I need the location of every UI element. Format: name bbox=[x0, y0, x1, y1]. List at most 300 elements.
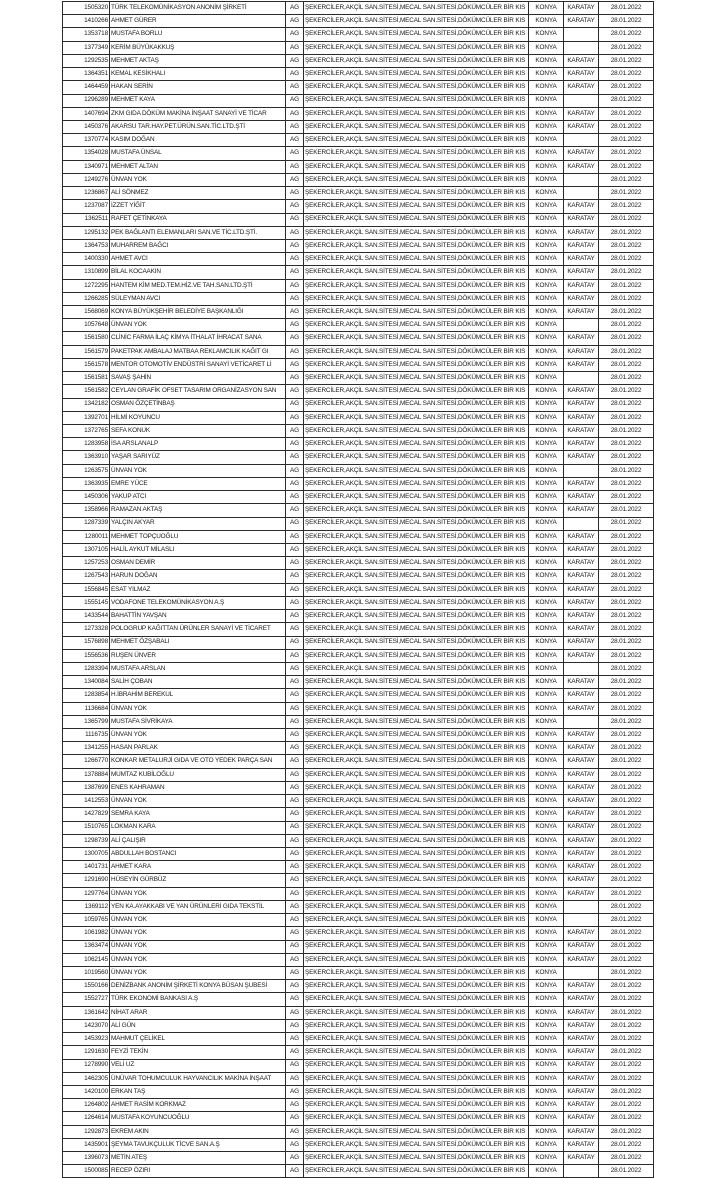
cell-name[interactable]: MEHMET AKTAŞ bbox=[110, 54, 286, 67]
cell-city[interactable]: KONYA bbox=[529, 1112, 564, 1125]
cell-district[interactable]: KARATAY bbox=[564, 1046, 599, 1059]
table-row[interactable] bbox=[63, 54, 654, 67]
cell-city[interactable]: KONYA bbox=[529, 226, 564, 239]
cell-type[interactable]: AG bbox=[286, 900, 304, 913]
cell-id[interactable]: 1450306 bbox=[63, 491, 110, 504]
cell-date[interactable]: 28.01.2022 bbox=[599, 1165, 654, 1178]
cell-address[interactable]: ŞEKERCİLER,AKÇİL SAN.SİTESİ,MECAL SAN.SİTESİ,DÖKÜMCÜLER BİR KIS bbox=[304, 239, 529, 252]
cell-id[interactable]: 1365799 bbox=[63, 715, 110, 728]
cell-type[interactable]: AG bbox=[286, 1138, 304, 1151]
cell-name[interactable]: AHMET KARA bbox=[110, 861, 286, 874]
cell-type[interactable]: AG bbox=[286, 28, 304, 41]
cell-name[interactable]: HÜSEYİN GÜRBÜZ bbox=[110, 874, 286, 887]
cell-id[interactable]: 1297764 bbox=[63, 887, 110, 900]
cell-type[interactable]: AG bbox=[286, 332, 304, 345]
cell-city[interactable]: KONYA bbox=[529, 411, 564, 424]
cell-name[interactable]: AHMET RASİM KORKMAZ bbox=[110, 1099, 286, 1112]
cell-name[interactable]: MEHMET ALTAN bbox=[110, 160, 286, 173]
cell-address[interactable]: ŞEKERCİLER,AKÇİL SAN.SİTESİ,MECAL SAN.SİTESİ,DÖKÜMCÜLER BİR KIS bbox=[304, 41, 529, 54]
cell-type[interactable]: AG bbox=[286, 887, 304, 900]
cell-address[interactable]: ŞEKERCİLER,AKÇİL SAN.SİTESİ,MECAL SAN.SİTESİ,DÖKÜMCÜLER BİR KIS bbox=[304, 676, 529, 689]
cell-address[interactable]: ŞEKERCİLER,AKÇİL SAN.SİTESİ,MECAL SAN.SİTESİ,DÖKÜMCÜLER BİR KIS bbox=[304, 2, 529, 15]
cell-type[interactable]: AG bbox=[286, 702, 304, 715]
cell-name[interactable]: ÜNÜVAR TOHUMCULUK HAYVANCILIK MAKİNA İNŞAAT bbox=[110, 1072, 286, 1085]
table-row[interactable] bbox=[63, 887, 654, 900]
cell-district[interactable] bbox=[564, 28, 599, 41]
cell-type[interactable]: AG bbox=[286, 464, 304, 477]
cell-name[interactable]: SAVAŞ ŞAHİN bbox=[110, 372, 286, 385]
cell-address[interactable]: ŞEKERCİLER,AKÇİL SAN.SİTESİ,MECAL SAN.SİTESİ,DÖKÜMCÜLER BİR KIS bbox=[304, 68, 529, 81]
cell-id[interactable]: 1353718 bbox=[63, 28, 110, 41]
cell-name[interactable]: ÜNVAN YOK bbox=[110, 966, 286, 979]
cell-city[interactable]: KONYA bbox=[529, 848, 564, 861]
cell-date[interactable]: 28.01.2022 bbox=[599, 134, 654, 147]
cell-district[interactable]: KARATAY bbox=[564, 1152, 599, 1165]
cell-city[interactable]: KONYA bbox=[529, 755, 564, 768]
cell-city[interactable]: KONYA bbox=[529, 834, 564, 847]
cell-id[interactable]: 1287339 bbox=[63, 517, 110, 530]
cell-id[interactable]: 1264802 bbox=[63, 1099, 110, 1112]
cell-address[interactable]: ŞEKERCİLER,AKÇİL SAN.SİTESİ,MECAL SAN.SİTESİ,DÖKÜMCÜLER BİR KIS bbox=[304, 94, 529, 107]
cell-date[interactable]: 28.01.2022 bbox=[599, 28, 654, 41]
cell-id[interactable]: 1249276 bbox=[63, 173, 110, 186]
cell-date[interactable]: 28.01.2022 bbox=[599, 1138, 654, 1151]
cell-id[interactable]: 1116735 bbox=[63, 729, 110, 742]
cell-id[interactable]: 1236867 bbox=[63, 187, 110, 200]
table-row[interactable] bbox=[63, 319, 654, 332]
cell-id[interactable]: 1283958 bbox=[63, 438, 110, 451]
cell-name[interactable]: KONYA BÜYÜKŞEHİR BELEDİYE BAŞKANLIĞI bbox=[110, 306, 286, 319]
cell-id[interactable]: 1561578 bbox=[63, 358, 110, 371]
cell-district[interactable]: KARATAY bbox=[564, 160, 599, 173]
cell-id[interactable]: 1561581 bbox=[63, 372, 110, 385]
cell-id[interactable]: 1555145 bbox=[63, 596, 110, 609]
cell-id[interactable]: 1266770 bbox=[63, 755, 110, 768]
cell-city[interactable]: KONYA bbox=[529, 781, 564, 794]
cell-city[interactable]: KONYA bbox=[529, 213, 564, 226]
cell-address[interactable]: ŞEKERCİLER,AKÇİL SAN.SİTESİ,MECAL SAN.SİTESİ,DÖKÜMCÜLER BİR KIS bbox=[304, 187, 529, 200]
cell-date[interactable]: 28.01.2022 bbox=[599, 742, 654, 755]
cell-city[interactable]: KONYA bbox=[529, 702, 564, 715]
cell-type[interactable]: AG bbox=[286, 187, 304, 200]
table-row[interactable] bbox=[63, 1033, 654, 1046]
cell-district[interactable] bbox=[564, 173, 599, 186]
table-row[interactable] bbox=[63, 1138, 654, 1151]
cell-city[interactable]: KONYA bbox=[529, 874, 564, 887]
cell-name[interactable]: ÜNVAN YOK bbox=[110, 940, 286, 953]
cell-name[interactable]: OSMAN ÖZÇETİNBAŞ bbox=[110, 398, 286, 411]
cell-type[interactable]: AG bbox=[286, 68, 304, 81]
table-row[interactable] bbox=[63, 1125, 654, 1138]
cell-district[interactable]: KARATAY bbox=[564, 358, 599, 371]
cell-type[interactable]: AG bbox=[286, 927, 304, 940]
cell-city[interactable]: KONYA bbox=[529, 808, 564, 821]
cell-id[interactable]: 1310899 bbox=[63, 266, 110, 279]
cell-name[interactable]: PEK BAĞLANTI ELEMANLARI SAN.VE TİC.LTD.ŞTİ. bbox=[110, 226, 286, 239]
cell-date[interactable]: 28.01.2022 bbox=[599, 2, 654, 15]
table-row[interactable] bbox=[63, 662, 654, 675]
cell-name[interactable]: HARUN DOĞAN bbox=[110, 570, 286, 583]
cell-district[interactable]: KARATAY bbox=[564, 54, 599, 67]
cell-type[interactable]: AG bbox=[286, 583, 304, 596]
cell-id[interactable]: 1464459 bbox=[63, 81, 110, 94]
cell-date[interactable]: 28.01.2022 bbox=[599, 530, 654, 543]
table-row[interactable] bbox=[63, 557, 654, 570]
cell-city[interactable]: KONYA bbox=[529, 742, 564, 755]
cell-district[interactable]: KARATAY bbox=[564, 2, 599, 15]
cell-date[interactable]: 28.01.2022 bbox=[599, 623, 654, 636]
table-row[interactable] bbox=[63, 583, 654, 596]
cell-name[interactable]: MUSTAFA KOYUNCUOĞLU bbox=[110, 1112, 286, 1125]
cell-id[interactable]: 1556845 bbox=[63, 583, 110, 596]
cell-city[interactable]: KONYA bbox=[529, 266, 564, 279]
table-row[interactable] bbox=[63, 28, 654, 41]
cell-id[interactable]: 1307105 bbox=[63, 543, 110, 556]
cell-date[interactable]: 28.01.2022 bbox=[599, 702, 654, 715]
table-row[interactable] bbox=[63, 821, 654, 834]
cell-address[interactable]: ŞEKERCİLER,AKÇİL SAN.SİTESİ,MECAL SAN.SİTESİ,DÖKÜMCÜLER BİR KIS bbox=[304, 147, 529, 160]
cell-city[interactable]: KONYA bbox=[529, 279, 564, 292]
cell-city[interactable]: KONYA bbox=[529, 187, 564, 200]
table-row[interactable] bbox=[63, 623, 654, 636]
cell-address[interactable]: ŞEKERCİLER,AKÇİL SAN.SİTESİ,MECAL SAN.SİTESİ,DÖKÜMCÜLER BİR KIS bbox=[304, 517, 529, 530]
table-row[interactable] bbox=[63, 200, 654, 213]
cell-city[interactable]: KONYA bbox=[529, 729, 564, 742]
table-row[interactable] bbox=[63, 1099, 654, 1112]
cell-type[interactable]: AG bbox=[286, 107, 304, 120]
table-row[interactable] bbox=[63, 543, 654, 556]
cell-address[interactable]: ŞEKERCİLER,AKÇİL SAN.SİTESİ,MECAL SAN.SİTESİ,DÖKÜMCÜLER BİR KIS bbox=[304, 649, 529, 662]
cell-date[interactable]: 28.01.2022 bbox=[599, 662, 654, 675]
cell-address[interactable]: ŞEKERCİLER,AKÇİL SAN.SİTESİ,MECAL SAN.SİTESİ,DÖKÜMCÜLER BİR KIS bbox=[304, 940, 529, 953]
cell-id[interactable]: 1420100 bbox=[63, 1085, 110, 1098]
cell-date[interactable]: 28.01.2022 bbox=[599, 755, 654, 768]
cell-address[interactable]: ŞEKERCİLER,AKÇİL SAN.SİTESİ,MECAL SAN.SİTESİ,DÖKÜMCÜLER BİR KIS bbox=[304, 319, 529, 332]
cell-id[interactable]: 1433544 bbox=[63, 610, 110, 623]
cell-id[interactable]: 1263575 bbox=[63, 464, 110, 477]
cell-type[interactable]: AG bbox=[286, 1006, 304, 1019]
cell-name[interactable]: ZKM GIDA DÖKÜM MAKİNA İNŞAAT SANAYİ VE TİCAR bbox=[110, 107, 286, 120]
cell-name[interactable]: ESAT YILMAZ bbox=[110, 583, 286, 596]
cell-city[interactable]: KONYA bbox=[529, 464, 564, 477]
cell-type[interactable]: AG bbox=[286, 570, 304, 583]
table-row[interactable] bbox=[63, 729, 654, 742]
cell-id[interactable]: 1401731 bbox=[63, 861, 110, 874]
cell-name[interactable]: CLİNİC FARMA İLAÇ KİMYA İTHALAT İHRACAT SANA bbox=[110, 332, 286, 345]
cell-type[interactable]: AG bbox=[286, 1165, 304, 1178]
cell-type[interactable]: AG bbox=[286, 253, 304, 266]
cell-address[interactable]: ŞEKERCİLER,AKÇİL SAN.SİTESİ,MECAL SAN.SİTESİ,DÖKÜMCÜLER BİR KIS bbox=[304, 1072, 529, 1085]
cell-address[interactable]: ŞEKERCİLER,AKÇİL SAN.SİTESİ,MECAL SAN.SİTESİ,DÖKÜMCÜLER BİR KIS bbox=[304, 927, 529, 940]
cell-date[interactable]: 28.01.2022 bbox=[599, 187, 654, 200]
cell-type[interactable]: AG bbox=[286, 821, 304, 834]
cell-date[interactable]: 28.01.2022 bbox=[599, 543, 654, 556]
cell-name[interactable]: ERKAN TAŞ bbox=[110, 1085, 286, 1098]
table-row[interactable] bbox=[63, 900, 654, 913]
cell-type[interactable]: AG bbox=[286, 1099, 304, 1112]
cell-date[interactable]: 28.01.2022 bbox=[599, 729, 654, 742]
cell-type[interactable]: AG bbox=[286, 279, 304, 292]
cell-type[interactable]: AG bbox=[286, 1085, 304, 1098]
cell-name[interactable]: HAKAN SERİN bbox=[110, 81, 286, 94]
cell-city[interactable]: KONYA bbox=[529, 160, 564, 173]
cell-type[interactable]: AG bbox=[286, 1125, 304, 1138]
cell-district[interactable]: KARATAY bbox=[564, 649, 599, 662]
cell-date[interactable]: 28.01.2022 bbox=[599, 914, 654, 927]
cell-district[interactable] bbox=[564, 914, 599, 927]
table-row[interactable] bbox=[63, 914, 654, 927]
cell-date[interactable]: 28.01.2022 bbox=[599, 239, 654, 252]
cell-date[interactable]: 28.01.2022 bbox=[599, 1059, 654, 1072]
cell-city[interactable]: KONYA bbox=[529, 451, 564, 464]
cell-address[interactable]: ŞEKERCİLER,AKÇİL SAN.SİTESİ,MECAL SAN.SİTESİ,DÖKÜMCÜLER BİR KIS bbox=[304, 861, 529, 874]
cell-address[interactable]: ŞEKERCİLER,AKÇİL SAN.SİTESİ,MECAL SAN.SİTESİ,DÖKÜMCÜLER BİR KIS bbox=[304, 1033, 529, 1046]
cell-id[interactable]: 1423070 bbox=[63, 1019, 110, 1032]
table-row[interactable] bbox=[63, 279, 654, 292]
cell-address[interactable]: ŞEKERCİLER,AKÇİL SAN.SİTESİ,MECAL SAN.SİTESİ,DÖKÜMCÜLER BİR KIS bbox=[304, 570, 529, 583]
cell-city[interactable]: KONYA bbox=[529, 1099, 564, 1112]
cell-district[interactable]: KARATAY bbox=[564, 808, 599, 821]
cell-district[interactable]: KARATAY bbox=[564, 768, 599, 781]
table-row[interactable] bbox=[63, 107, 654, 120]
cell-city[interactable]: KONYA bbox=[529, 662, 564, 675]
cell-name[interactable]: ÜNVAN YOK bbox=[110, 729, 286, 742]
table-row[interactable] bbox=[63, 134, 654, 147]
cell-district[interactable] bbox=[564, 662, 599, 675]
cell-name[interactable]: FEYZİ TEKİN bbox=[110, 1046, 286, 1059]
cell-id[interactable]: 1061982 bbox=[63, 927, 110, 940]
table-row[interactable] bbox=[63, 848, 654, 861]
table-row[interactable] bbox=[63, 451, 654, 464]
cell-district[interactable]: KARATAY bbox=[564, 610, 599, 623]
table-row[interactable] bbox=[63, 636, 654, 649]
cell-id[interactable]: 1505320 bbox=[63, 2, 110, 15]
cell-type[interactable]: AG bbox=[286, 385, 304, 398]
cell-district[interactable]: KARATAY bbox=[564, 953, 599, 966]
cell-district[interactable] bbox=[564, 319, 599, 332]
table-row[interactable] bbox=[63, 120, 654, 133]
cell-date[interactable]: 28.01.2022 bbox=[599, 173, 654, 186]
cell-date[interactable]: 28.01.2022 bbox=[599, 596, 654, 609]
cell-type[interactable]: AG bbox=[286, 808, 304, 821]
cell-address[interactable]: ŞEKERCİLER,AKÇİL SAN.SİTESİ,MECAL SAN.SİTESİ,DÖKÜMCÜLER BİR KIS bbox=[304, 81, 529, 94]
cell-district[interactable]: KARATAY bbox=[564, 385, 599, 398]
cell-district[interactable]: KARATAY bbox=[564, 306, 599, 319]
table-row[interactable] bbox=[63, 491, 654, 504]
cell-address[interactable]: ŞEKERCİLER,AKÇİL SAN.SİTESİ,MECAL SAN.SİTESİ,DÖKÜMCÜLER BİR KIS bbox=[304, 795, 529, 808]
cell-district[interactable]: KARATAY bbox=[564, 742, 599, 755]
cell-address[interactable]: ŞEKERCİLER,AKÇİL SAN.SİTESİ,MECAL SAN.SİTESİ,DÖKÜMCÜLER BİR KIS bbox=[304, 292, 529, 305]
cell-address[interactable]: ŞEKERCİLER,AKÇİL SAN.SİTESİ,MECAL SAN.SİTESİ,DÖKÜMCÜLER BİR KIS bbox=[304, 504, 529, 517]
cell-date[interactable]: 28.01.2022 bbox=[599, 464, 654, 477]
cell-name[interactable]: AKARSU TAR.HAY.PET.ÜRÜN.SAN.TİC.LTD.ŞTİ bbox=[110, 120, 286, 133]
cell-id[interactable]: 1362511 bbox=[63, 213, 110, 226]
cell-name[interactable]: HASAN PARLAK bbox=[110, 742, 286, 755]
table-row[interactable] bbox=[63, 781, 654, 794]
cell-type[interactable]: AG bbox=[286, 504, 304, 517]
cell-date[interactable]: 28.01.2022 bbox=[599, 583, 654, 596]
cell-id[interactable]: 1462305 bbox=[63, 1072, 110, 1085]
cell-address[interactable]: ŞEKERCİLER,AKÇİL SAN.SİTESİ,MECAL SAN.SİTESİ,DÖKÜMCÜLER BİR KIS bbox=[304, 808, 529, 821]
cell-district[interactable]: KARATAY bbox=[564, 1059, 599, 1072]
cell-date[interactable]: 28.01.2022 bbox=[599, 68, 654, 81]
table-row[interactable] bbox=[63, 438, 654, 451]
cell-type[interactable]: AG bbox=[286, 358, 304, 371]
cell-district[interactable]: KARATAY bbox=[564, 821, 599, 834]
cell-address[interactable]: ŞEKERCİLER,AKÇİL SAN.SİTESİ,MECAL SAN.SİTESİ,DÖKÜMCÜLER BİR KIS bbox=[304, 1099, 529, 1112]
cell-district[interactable] bbox=[564, 715, 599, 728]
cell-type[interactable]: AG bbox=[286, 1112, 304, 1125]
cell-id[interactable]: 1361642 bbox=[63, 1006, 110, 1019]
table-row[interactable] bbox=[63, 755, 654, 768]
cell-type[interactable]: AG bbox=[286, 729, 304, 742]
cell-city[interactable]: KONYA bbox=[529, 253, 564, 266]
cell-id[interactable]: 1372765 bbox=[63, 425, 110, 438]
cell-id[interactable]: 1435901 bbox=[63, 1138, 110, 1151]
cell-city[interactable]: KONYA bbox=[529, 966, 564, 979]
cell-address[interactable]: ŞEKERCİLER,AKÇİL SAN.SİTESİ,MECAL SAN.SİTESİ,DÖKÜMCÜLER BİR KIS bbox=[304, 715, 529, 728]
cell-date[interactable]: 28.01.2022 bbox=[599, 41, 654, 54]
cell-date[interactable]: 28.01.2022 bbox=[599, 411, 654, 424]
cell-type[interactable]: AG bbox=[286, 372, 304, 385]
cell-id[interactable]: 1450376 bbox=[63, 120, 110, 133]
cell-date[interactable]: 28.01.2022 bbox=[599, 848, 654, 861]
cell-id[interactable]: 1568069 bbox=[63, 306, 110, 319]
cell-name[interactable]: VODAFONE TELEKOMÜNİKASYON A.Ş bbox=[110, 596, 286, 609]
cell-city[interactable]: KONYA bbox=[529, 596, 564, 609]
cell-district[interactable]: KARATAY bbox=[564, 81, 599, 94]
cell-address[interactable]: ŞEKERCİLER,AKÇİL SAN.SİTESİ,MECAL SAN.SİTESİ,DÖKÜMCÜLER BİR KIS bbox=[304, 596, 529, 609]
cell-district[interactable]: KARATAY bbox=[564, 425, 599, 438]
cell-address[interactable]: ŞEKERCİLER,AKÇİL SAN.SİTESİ,MECAL SAN.SİTESİ,DÖKÜMCÜLER BİR KIS bbox=[304, 662, 529, 675]
cell-district[interactable]: KARATAY bbox=[564, 583, 599, 596]
cell-district[interactable]: KARATAY bbox=[564, 927, 599, 940]
cell-city[interactable]: KONYA bbox=[529, 1152, 564, 1165]
cell-address[interactable]: ŞEKERCİLER,AKÇİL SAN.SİTESİ,MECAL SAN.SİTESİ,DÖKÜMCÜLER BİR KIS bbox=[304, 702, 529, 715]
cell-city[interactable]: KONYA bbox=[529, 1059, 564, 1072]
table-row[interactable] bbox=[63, 464, 654, 477]
cell-name[interactable]: MUSTAFA ARSLAN bbox=[110, 662, 286, 675]
cell-district[interactable]: KARATAY bbox=[564, 543, 599, 556]
cell-city[interactable]: KONYA bbox=[529, 147, 564, 160]
table-row[interactable] bbox=[63, 808, 654, 821]
cell-type[interactable]: AG bbox=[286, 491, 304, 504]
cell-id[interactable]: 1340971 bbox=[63, 160, 110, 173]
cell-date[interactable]: 28.01.2022 bbox=[599, 266, 654, 279]
table-row[interactable] bbox=[63, 345, 654, 358]
cell-date[interactable]: 28.01.2022 bbox=[599, 213, 654, 226]
cell-date[interactable]: 28.01.2022 bbox=[599, 54, 654, 67]
cell-district[interactable]: KARATAY bbox=[564, 834, 599, 847]
cell-city[interactable]: KONYA bbox=[529, 993, 564, 1006]
cell-district[interactable]: KARATAY bbox=[564, 239, 599, 252]
table-row[interactable] bbox=[63, 517, 654, 530]
cell-type[interactable]: AG bbox=[286, 834, 304, 847]
cell-district[interactable]: KARATAY bbox=[564, 491, 599, 504]
cell-city[interactable]: KONYA bbox=[529, 927, 564, 940]
cell-city[interactable]: KONYA bbox=[529, 107, 564, 120]
cell-city[interactable]: KONYA bbox=[529, 200, 564, 213]
cell-type[interactable]: AG bbox=[286, 1059, 304, 1072]
table-row[interactable] bbox=[63, 226, 654, 239]
cell-name[interactable]: ALİ GÜN bbox=[110, 1019, 286, 1032]
cell-name[interactable]: PAKETPAK AMBALAJ MATBAA REKLAMCILIK KAĞIT GI bbox=[110, 345, 286, 358]
cell-name[interactable]: EMRE YÜCE bbox=[110, 477, 286, 490]
cell-id[interactable]: 1300705 bbox=[63, 848, 110, 861]
cell-name[interactable]: YALÇIN AKYAR bbox=[110, 517, 286, 530]
cell-city[interactable]: KONYA bbox=[529, 425, 564, 438]
cell-district[interactable]: KARATAY bbox=[564, 861, 599, 874]
cell-district[interactable]: KARATAY bbox=[564, 120, 599, 133]
cell-city[interactable]: KONYA bbox=[529, 530, 564, 543]
cell-date[interactable]: 28.01.2022 bbox=[599, 874, 654, 887]
cell-name[interactable]: ÜNVAN YOK bbox=[110, 914, 286, 927]
cell-district[interactable]: KARATAY bbox=[564, 1112, 599, 1125]
cell-type[interactable]: AG bbox=[286, 940, 304, 953]
cell-name[interactable]: AHMET AVCI bbox=[110, 253, 286, 266]
cell-name[interactable]: SALİH ÇOBAN bbox=[110, 676, 286, 689]
cell-type[interactable]: AG bbox=[286, 610, 304, 623]
table-row[interactable] bbox=[63, 993, 654, 1006]
cell-date[interactable]: 28.01.2022 bbox=[599, 966, 654, 979]
cell-type[interactable]: AG bbox=[286, 438, 304, 451]
cell-date[interactable]: 28.01.2022 bbox=[599, 120, 654, 133]
cell-address[interactable]: ŞEKERCİLER,AKÇİL SAN.SİTESİ,MECAL SAN.SİTESİ,DÖKÜMCÜLER BİR KIS bbox=[304, 1019, 529, 1032]
cell-district[interactable]: KARATAY bbox=[564, 781, 599, 794]
cell-date[interactable]: 28.01.2022 bbox=[599, 1019, 654, 1032]
table-row[interactable] bbox=[63, 742, 654, 755]
table-row[interactable] bbox=[63, 332, 654, 345]
cell-type[interactable]: AG bbox=[286, 2, 304, 15]
cell-id[interactable]: 1561580 bbox=[63, 332, 110, 345]
cell-city[interactable]: KONYA bbox=[529, 715, 564, 728]
table-row[interactable] bbox=[63, 68, 654, 81]
cell-address[interactable]: ŞEKERCİLER,AKÇİL SAN.SİTESİ,MECAL SAN.SİTESİ,DÖKÜMCÜLER BİR KIS bbox=[304, 28, 529, 41]
cell-type[interactable]: AG bbox=[286, 94, 304, 107]
cell-type[interactable]: AG bbox=[286, 953, 304, 966]
cell-address[interactable]: ŞEKERCİLER,AKÇİL SAN.SİTESİ,MECAL SAN.SİTESİ,DÖKÜMCÜLER BİR KIS bbox=[304, 464, 529, 477]
cell-district[interactable]: KARATAY bbox=[564, 596, 599, 609]
cell-date[interactable]: 28.01.2022 bbox=[599, 1125, 654, 1138]
cell-name[interactable]: EKREM AKIN bbox=[110, 1125, 286, 1138]
cell-city[interactable]: KONYA bbox=[529, 28, 564, 41]
table-row[interactable] bbox=[63, 676, 654, 689]
cell-type[interactable]: AG bbox=[286, 742, 304, 755]
cell-city[interactable]: KONYA bbox=[529, 623, 564, 636]
cell-name[interactable]: ÜNVAN YOK bbox=[110, 702, 286, 715]
cell-district[interactable]: KARATAY bbox=[564, 1138, 599, 1151]
cell-city[interactable]: KONYA bbox=[529, 543, 564, 556]
cell-date[interactable]: 28.01.2022 bbox=[599, 81, 654, 94]
cell-date[interactable]: 28.01.2022 bbox=[599, 795, 654, 808]
cell-city[interactable]: KONYA bbox=[529, 398, 564, 411]
cell-name[interactable]: ÜNVAN YOK bbox=[110, 927, 286, 940]
cell-name[interactable]: HİLMİ KOYUNCU bbox=[110, 411, 286, 424]
table-row[interactable] bbox=[63, 266, 654, 279]
cell-district[interactable]: KARATAY bbox=[564, 636, 599, 649]
cell-city[interactable]: KONYA bbox=[529, 861, 564, 874]
cell-id[interactable]: 1387699 bbox=[63, 781, 110, 794]
cell-district[interactable]: KARATAY bbox=[564, 279, 599, 292]
cell-date[interactable]: 28.01.2022 bbox=[599, 15, 654, 28]
cell-type[interactable]: AG bbox=[286, 15, 304, 28]
cell-id[interactable]: 1410266 bbox=[63, 15, 110, 28]
table-row[interactable] bbox=[63, 292, 654, 305]
table-row[interactable] bbox=[63, 834, 654, 847]
cell-name[interactable]: ÜNVAN YOK bbox=[110, 795, 286, 808]
cell-address[interactable]: ŞEKERCİLER,AKÇİL SAN.SİTESİ,MECAL SAN.SİTESİ,DÖKÜMCÜLER BİR KIS bbox=[304, 834, 529, 847]
cell-district[interactable]: KARATAY bbox=[564, 266, 599, 279]
